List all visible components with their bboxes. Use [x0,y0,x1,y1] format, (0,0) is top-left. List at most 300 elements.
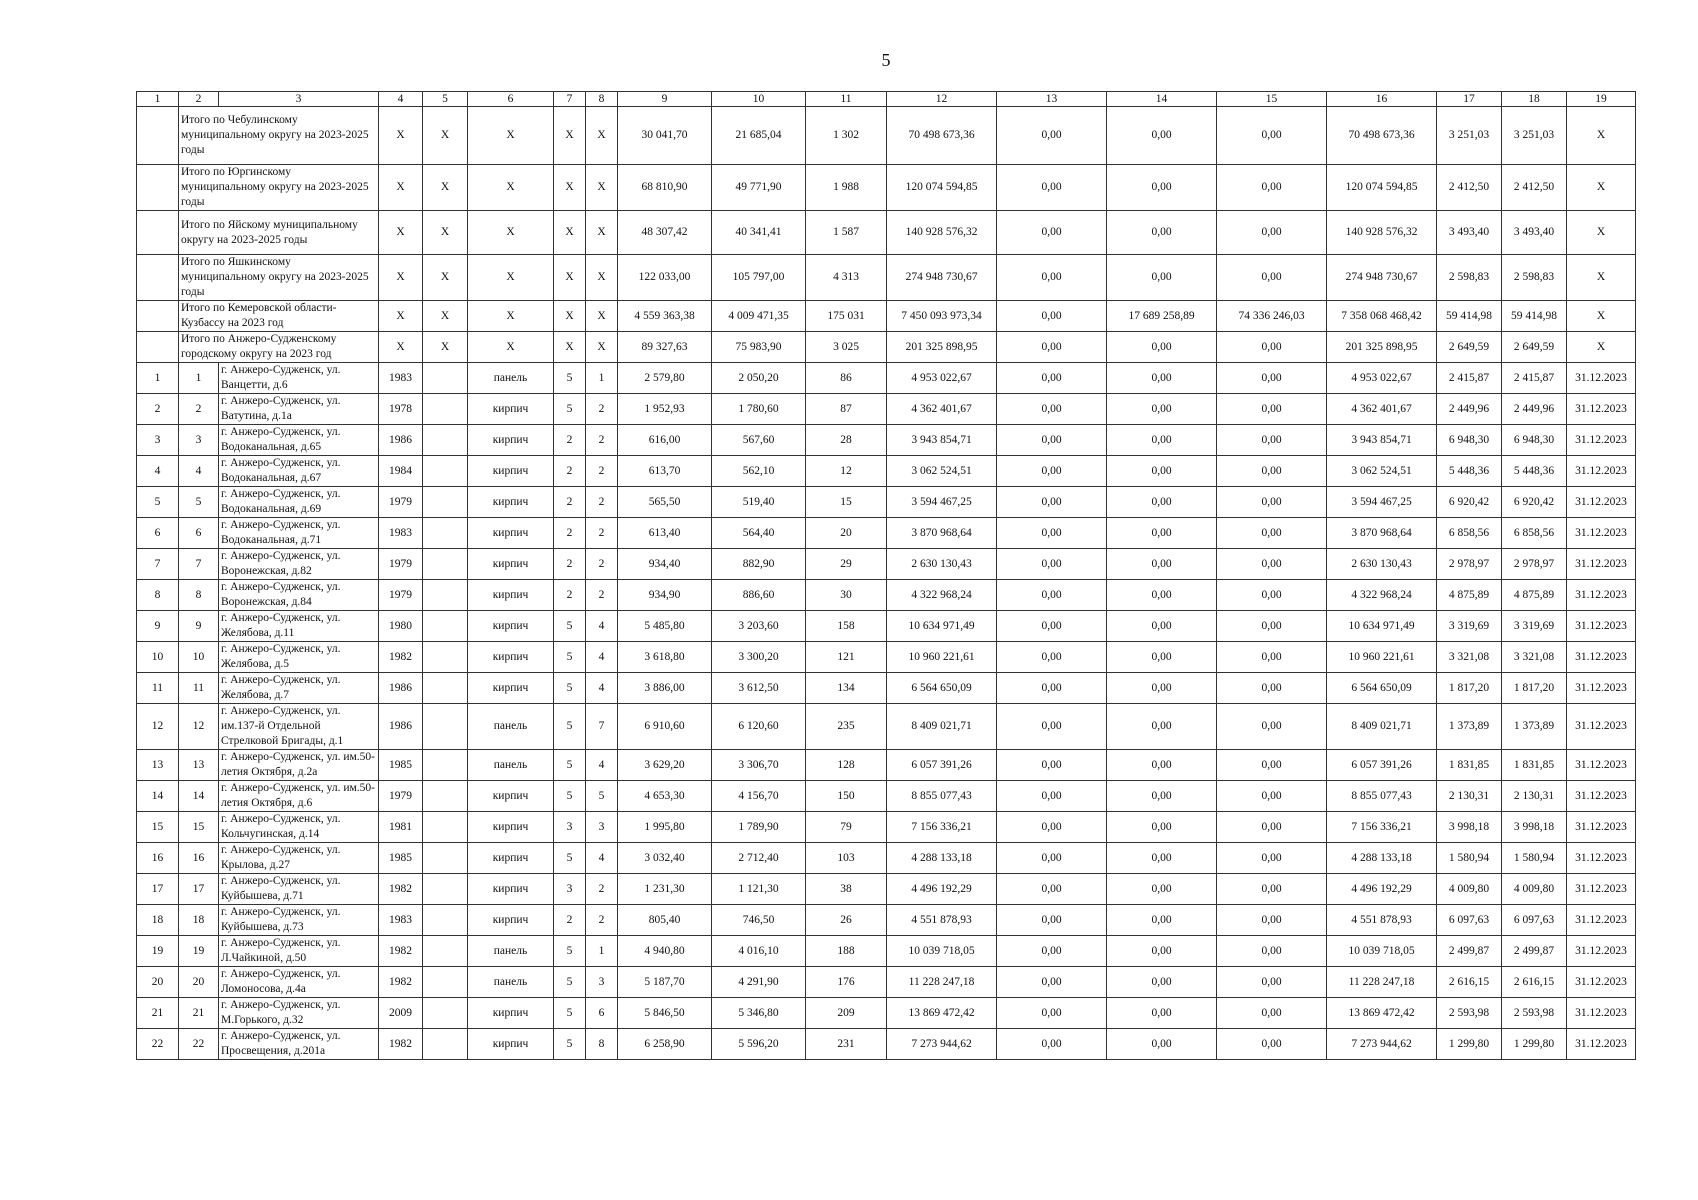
residential-area: 3 306,70 [712,750,806,781]
summary-c10: 49 771,90 [712,165,806,211]
col13-value: 0,00 [997,580,1107,611]
col5-value [423,905,468,936]
summary-c8: Х [586,165,618,211]
floors-count: 2 [554,580,586,611]
floors-count: 5 [554,673,586,704]
total-area: 1 952,93 [618,394,712,425]
completion-date: 31.12.2023 [1567,967,1636,998]
residents-count: 87 [806,394,887,425]
col5-value [423,704,468,750]
total-area: 934,40 [618,549,712,580]
build-year: 1986 [379,425,423,456]
col5-value [423,781,468,812]
total-cost: 6 564 650,09 [887,673,997,704]
summary-c16: 140 928 576,32 [1327,211,1437,255]
summary-c15: 0,00 [1217,211,1327,255]
summary-c10: 21 685,04 [712,107,806,165]
wall-material: панель [468,750,554,781]
row-number: 17 [137,874,179,905]
summary-row [137,107,1636,165]
floors-count: 5 [554,611,586,642]
col14-value: 0,00 [1107,487,1217,518]
col18-value: 6 920,42 [1502,487,1567,518]
col5-value [423,425,468,456]
row-number: 4 [137,456,179,487]
summary-c19: Х [1567,301,1636,332]
wall-material: кирпич [468,781,554,812]
residential-area: 1 780,60 [712,394,806,425]
table-row [137,936,1636,967]
col14-value: 0,00 [1107,642,1217,673]
col14-value: 0,00 [1107,518,1217,549]
summary-c11: 1 587 [806,211,887,255]
col15-value: 0,00 [1217,750,1327,781]
total-area: 5 485,80 [618,611,712,642]
col15-value: 0,00 [1217,611,1327,642]
residential-area: 1 121,30 [712,874,806,905]
completion-date: 31.12.2023 [1567,673,1636,704]
residents-count: 134 [806,673,887,704]
floors-count: 5 [554,998,586,1029]
row-number: 14 [137,781,179,812]
summary-c13: 0,00 [997,255,1107,301]
residential-area: 746,50 [712,905,806,936]
total-cost: 3 870 968,64 [887,518,997,549]
residential-area: 4 016,10 [712,936,806,967]
wall-material: кирпич [468,518,554,549]
residents-count: 158 [806,611,887,642]
row-number: 7 [137,549,179,580]
col13-value: 0,00 [997,967,1107,998]
summary-c13: 0,00 [997,301,1107,332]
summary-c6: Х [468,332,554,363]
house-number: 9 [179,611,219,642]
col18-value: 6 858,56 [1502,518,1567,549]
build-year: 1985 [379,843,423,874]
summary-c8: Х [586,107,618,165]
house-address: г. Анжеро-Судженск, ул. Воронежская, д.82 [219,549,379,580]
col17-value: 6 858,56 [1437,518,1502,549]
col16-value: 7 273 944,62 [1327,1029,1437,1060]
summary-c19: Х [1567,107,1636,165]
build-year: 1984 [379,456,423,487]
build-year: 1979 [379,781,423,812]
col15-value: 0,00 [1217,673,1327,704]
house-address: г. Анжеро-Судженск, ул. Куйбышева, д.73 [219,905,379,936]
col5-value [423,998,468,1029]
floors-count: 5 [554,394,586,425]
summary-c5: Х [423,255,468,301]
row-number: 3 [137,425,179,456]
col18-value: 1 817,20 [1502,673,1567,704]
empty-cell [137,332,179,363]
total-cost: 4 953 022,67 [887,363,997,394]
build-year: 1983 [379,518,423,549]
col18-value: 2 130,31 [1502,781,1567,812]
summary-c6: Х [468,301,554,332]
col5-value [423,967,468,998]
build-year: 1978 [379,394,423,425]
housing-register-table [136,91,1636,1060]
table-row [137,905,1636,936]
col15-value: 0,00 [1217,936,1327,967]
col5-value [423,580,468,611]
summary-c17: 2 598,83 [1437,255,1502,301]
residential-area: 886,60 [712,580,806,611]
total-area: 613,40 [618,518,712,549]
completion-date: 31.12.2023 [1567,580,1636,611]
summary-c17: 3 493,40 [1437,211,1502,255]
summary-c17: 2 649,59 [1437,332,1502,363]
col18-value: 2 616,15 [1502,967,1567,998]
col16-value: 4 322 968,24 [1327,580,1437,611]
house-number: 7 [179,549,219,580]
col17-value: 2 978,97 [1437,549,1502,580]
summary-c4: Х [379,301,423,332]
col17-value: 6 097,63 [1437,905,1502,936]
summary-c14: 17 689 258,89 [1107,301,1217,332]
col16-value: 4 953 022,67 [1327,363,1437,394]
total-cost: 4 496 192,29 [887,874,997,905]
summary-c9: 4 559 363,38 [618,301,712,332]
summary-c15: 0,00 [1217,255,1327,301]
col17-value: 3 319,69 [1437,611,1502,642]
summary-c5: Х [423,332,468,363]
wall-material: кирпич [468,905,554,936]
summary-c5: Х [423,211,468,255]
wall-material: кирпич [468,642,554,673]
column-header-8: 8 [586,92,618,107]
summary-label: Итого по Анжеро-Судженскому городскому округу на 2023 год [179,332,379,363]
house-number: 4 [179,456,219,487]
house-address: г. Анжеро-Судженск, ул. Желябова, д.11 [219,611,379,642]
empty-cell [137,107,179,165]
col13-value: 0,00 [997,781,1107,812]
col5-value [423,456,468,487]
summary-c8: Х [586,332,618,363]
house-number: 14 [179,781,219,812]
col18-value: 2 593,98 [1502,998,1567,1029]
floors-count: 2 [554,456,586,487]
summary-label: Итого по Яшкинскому муниципальному округу на 2023-2025 годы [179,255,379,301]
table-row [137,456,1636,487]
col14-value: 0,00 [1107,936,1217,967]
table-row [137,487,1636,518]
col17-value: 6 920,42 [1437,487,1502,518]
floors-count: 3 [554,812,586,843]
col8-value: 6 [586,998,618,1029]
col18-value: 5 448,36 [1502,456,1567,487]
wall-material: панель [468,936,554,967]
house-number: 13 [179,750,219,781]
residential-area: 4 156,70 [712,781,806,812]
col16-value: 10 634 971,49 [1327,611,1437,642]
residential-area: 562,10 [712,456,806,487]
row-number: 13 [137,750,179,781]
completion-date: 31.12.2023 [1567,363,1636,394]
total-cost: 7 273 944,62 [887,1029,997,1060]
house-number: 12 [179,704,219,750]
col18-value: 2 499,87 [1502,936,1567,967]
residential-area: 2 050,20 [712,363,806,394]
completion-date: 31.12.2023 [1567,781,1636,812]
wall-material: кирпич [468,580,554,611]
total-area: 5 187,70 [618,967,712,998]
total-area: 613,70 [618,456,712,487]
col13-value: 0,00 [997,425,1107,456]
col13-value: 0,00 [997,549,1107,580]
residential-area: 6 120,60 [712,704,806,750]
residents-count: 150 [806,781,887,812]
col5-value [423,936,468,967]
col8-value: 8 [586,1029,618,1060]
wall-material: кирпич [468,812,554,843]
col5-value [423,673,468,704]
col18-value: 4 875,89 [1502,580,1567,611]
summary-c19: Х [1567,332,1636,363]
house-address: г. Анжеро-Судженск, ул. Воронежская, д.84 [219,580,379,611]
summary-row [137,301,1636,332]
col8-value: 3 [586,812,618,843]
col16-value: 6 564 650,09 [1327,673,1437,704]
wall-material: кирпич [468,456,554,487]
col18-value: 3 998,18 [1502,812,1567,843]
build-year: 1982 [379,936,423,967]
completion-date: 31.12.2023 [1567,905,1636,936]
floors-count: 2 [554,905,586,936]
col13-value: 0,00 [997,843,1107,874]
col14-value: 0,00 [1107,456,1217,487]
completion-date: 31.12.2023 [1567,425,1636,456]
build-year: 1985 [379,750,423,781]
summary-c18: 2 598,83 [1502,255,1567,301]
col13-value: 0,00 [997,936,1107,967]
col14-value: 0,00 [1107,905,1217,936]
col17-value: 2 449,96 [1437,394,1502,425]
house-number: 20 [179,967,219,998]
col15-value: 0,00 [1217,363,1327,394]
col17-value: 3 321,08 [1437,642,1502,673]
completion-date: 31.12.2023 [1567,843,1636,874]
summary-c18: 3 493,40 [1502,211,1567,255]
floors-count: 5 [554,704,586,750]
col16-value: 4 288 133,18 [1327,843,1437,874]
completion-date: 31.12.2023 [1567,487,1636,518]
table-row [137,998,1636,1029]
row-number: 10 [137,642,179,673]
table-row [137,518,1636,549]
col13-value: 0,00 [997,704,1107,750]
wall-material: кирпич [468,394,554,425]
total-area: 3 629,20 [618,750,712,781]
col13-value: 0,00 [997,812,1107,843]
col5-value [423,812,468,843]
summary-c19: Х [1567,255,1636,301]
column-header-14: 14 [1107,92,1217,107]
summary-c8: Х [586,255,618,301]
build-year: 1986 [379,704,423,750]
residents-count: 38 [806,874,887,905]
col15-value: 0,00 [1217,812,1327,843]
summary-c9: 48 307,42 [618,211,712,255]
summary-c10: 40 341,41 [712,211,806,255]
table-row [137,812,1636,843]
summary-c17: 2 412,50 [1437,165,1502,211]
col14-value: 0,00 [1107,704,1217,750]
col15-value: 0,00 [1217,580,1327,611]
summary-c12: 201 325 898,95 [887,332,997,363]
col8-value: 4 [586,642,618,673]
house-number: 22 [179,1029,219,1060]
house-number: 19 [179,936,219,967]
total-cost: 4 322 968,24 [887,580,997,611]
summary-c14: 0,00 [1107,107,1217,165]
summary-c16: 7 358 068 468,42 [1327,301,1437,332]
col15-value: 0,00 [1217,642,1327,673]
residential-area: 519,40 [712,487,806,518]
col13-value: 0,00 [997,456,1107,487]
house-number: 16 [179,843,219,874]
wall-material: кирпич [468,549,554,580]
summary-c5: Х [423,107,468,165]
table-row [137,1029,1636,1060]
summary-c7: Х [554,107,586,165]
summary-c19: Х [1567,165,1636,211]
table-row [137,363,1636,394]
column-header-13: 13 [997,92,1107,107]
col15-value: 0,00 [1217,905,1327,936]
row-number: 5 [137,487,179,518]
col17-value: 1 817,20 [1437,673,1502,704]
residential-area: 5 346,80 [712,998,806,1029]
house-address: г. Анжеро-Судженск, ул. Крылова, д.27 [219,843,379,874]
col13-value: 0,00 [997,998,1107,1029]
total-area: 5 846,50 [618,998,712,1029]
summary-row [137,332,1636,363]
summary-c16: 274 948 730,67 [1327,255,1437,301]
build-year: 2009 [379,998,423,1029]
floors-count: 5 [554,642,586,673]
table-row [137,704,1636,750]
completion-date: 31.12.2023 [1567,1029,1636,1060]
completion-date: 31.12.2023 [1567,936,1636,967]
col16-value: 3 594 467,25 [1327,487,1437,518]
completion-date: 31.12.2023 [1567,750,1636,781]
col5-value [423,394,468,425]
summary-c13: 0,00 [997,211,1107,255]
house-address: г. Анжеро-Судженск, ул. Л.Чайкиной, д.50 [219,936,379,967]
summary-c12: 120 074 594,85 [887,165,997,211]
floors-count: 5 [554,967,586,998]
col18-value: 2 415,87 [1502,363,1567,394]
total-area: 2 579,80 [618,363,712,394]
col5-value [423,487,468,518]
column-header-15: 15 [1217,92,1327,107]
summary-c9: 30 041,70 [618,107,712,165]
summary-c18: 3 251,03 [1502,107,1567,165]
house-address: г. Анжеро-Судженск, ул. Просвещения, д.201а [219,1029,379,1060]
col8-value: 2 [586,394,618,425]
completion-date: 31.12.2023 [1567,456,1636,487]
col15-value: 0,00 [1217,781,1327,812]
col16-value: 3 062 524,51 [1327,456,1437,487]
row-number: 20 [137,967,179,998]
floors-count: 5 [554,750,586,781]
col13-value: 0,00 [997,487,1107,518]
wall-material: панель [468,704,554,750]
house-address: г. Анжеро-Судженск, ул. Куйбышева, д.71 [219,874,379,905]
table-row [137,673,1636,704]
house-address: г. Анжеро-Судженск, ул. им.50-летия Октября, д.2а [219,750,379,781]
residents-count: 103 [806,843,887,874]
col5-value [423,642,468,673]
summary-c10: 4 009 471,35 [712,301,806,332]
house-number: 2 [179,394,219,425]
col14-value: 0,00 [1107,580,1217,611]
summary-label: Итого по Юргинскому муниципальному округу на 2023-2025 годы [179,165,379,211]
col16-value: 10 039 718,05 [1327,936,1437,967]
summary-c7: Х [554,332,586,363]
residents-count: 15 [806,487,887,518]
col18-value: 2 449,96 [1502,394,1567,425]
row-number: 19 [137,936,179,967]
col17-value: 2 616,15 [1437,967,1502,998]
col13-value: 0,00 [997,363,1107,394]
column-header-17: 17 [1437,92,1502,107]
summary-c13: 0,00 [997,107,1107,165]
residents-count: 128 [806,750,887,781]
col15-value: 0,00 [1217,518,1327,549]
col14-value: 0,00 [1107,967,1217,998]
summary-c10: 75 983,90 [712,332,806,363]
column-header-12: 12 [887,92,997,107]
col13-value: 0,00 [997,394,1107,425]
col15-value: 0,00 [1217,456,1327,487]
col8-value: 2 [586,874,618,905]
wall-material: кирпич [468,843,554,874]
summary-c9: 68 810,90 [618,165,712,211]
col13-value: 0,00 [997,1029,1107,1060]
build-year: 1979 [379,487,423,518]
residential-area: 2 712,40 [712,843,806,874]
summary-c14: 0,00 [1107,255,1217,301]
table-row [137,967,1636,998]
empty-cell [137,255,179,301]
summary-c4: Х [379,107,423,165]
table-row [137,425,1636,456]
col14-value: 0,00 [1107,843,1217,874]
column-header-6: 6 [468,92,554,107]
summary-c5: Х [423,165,468,211]
floors-count: 2 [554,425,586,456]
col14-value: 0,00 [1107,673,1217,704]
col17-value: 1 299,80 [1437,1029,1502,1060]
col13-value: 0,00 [997,905,1107,936]
col8-value: 7 [586,704,618,750]
completion-date: 31.12.2023 [1567,998,1636,1029]
completion-date: 31.12.2023 [1567,874,1636,905]
col16-value: 2 630 130,43 [1327,549,1437,580]
col18-value: 1 580,94 [1502,843,1567,874]
residential-area: 1 789,90 [712,812,806,843]
row-number: 22 [137,1029,179,1060]
floors-count: 2 [554,518,586,549]
column-header-19: 19 [1567,92,1636,107]
col14-value: 0,00 [1107,998,1217,1029]
col14-value: 0,00 [1107,394,1217,425]
col8-value: 2 [586,905,618,936]
summary-c18: 59 414,98 [1502,301,1567,332]
